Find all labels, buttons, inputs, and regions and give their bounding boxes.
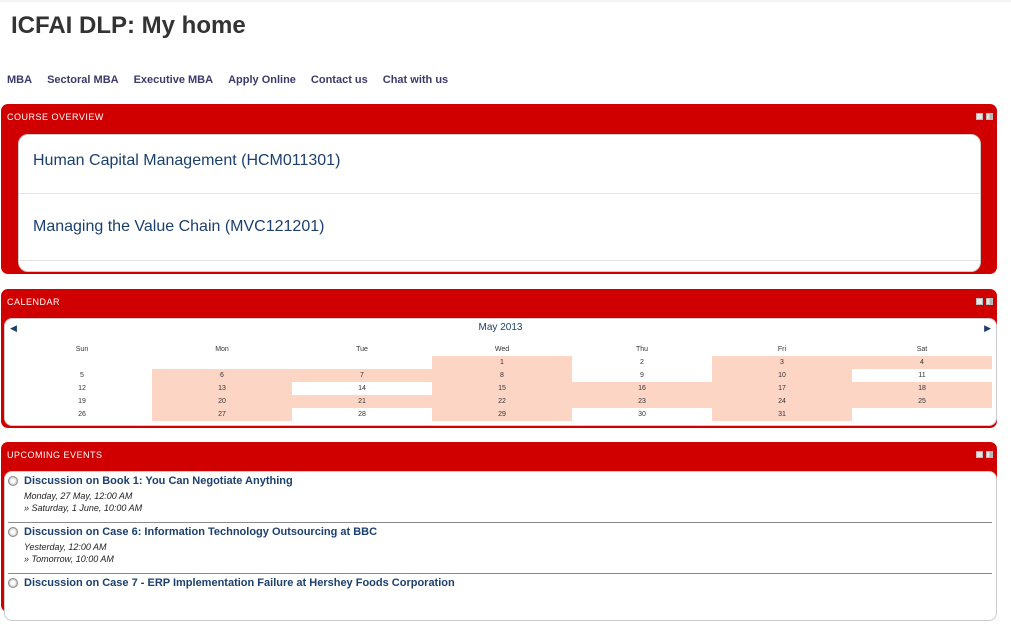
calendar-day[interactable]: 3 [712,356,852,369]
nav-link-apply-online[interactable]: Apply Online [228,74,296,86]
calendar-day: 30 [638,411,646,418]
calendar-day[interactable]: 27 [152,408,292,421]
calendar-day[interactable]: 6 [152,369,292,382]
dock-icon[interactable] [986,451,993,458]
calendar-empty-cell [152,356,292,369]
calendar-week-row [12,356,992,369]
calendar-day[interactable]: 15 [432,382,572,395]
events-list [4,471,997,621]
weekday-label: Mon [215,346,229,353]
minimize-icon[interactable] [976,113,983,120]
dock-icon[interactable] [986,113,993,120]
nav-link-sectoral-mba[interactable]: Sectoral MBA [47,74,119,86]
weekday-label: Wed [494,346,510,353]
calendar-empty-cell [292,356,432,369]
event-item [5,523,996,574]
weekday-label: Fri [777,346,787,353]
calendar-day[interactable]: 1 [432,356,572,369]
calendar-empty-cell [12,356,152,369]
nav-link-chat-with-us[interactable]: Chat with us [382,74,449,86]
next-month-icon[interactable]: ▶ [984,323,991,333]
calendar-block [1,289,997,428]
course-list [18,134,981,272]
course-link[interactable]: Human Capital Management (HCM011301) [33,152,341,169]
calendar-day: 28 [358,411,366,418]
event-title-link[interactable]: Discussion on Case 7 - ERP Implementation Failure at Hershey Foods Corporation [24,577,455,589]
top-border [0,0,1011,2]
nav-link-mba[interactable]: MBA [7,74,33,86]
course-item [19,135,980,194]
main-nav [7,74,448,86]
calendar-day[interactable]: 4 [852,356,992,369]
calendar-day: 11 [918,372,926,379]
calendar-day[interactable]: 16 [572,382,712,395]
weekday-header-row [12,343,992,356]
calendar-panel [4,318,997,426]
calendar-day[interactable]: 29 [432,408,572,421]
event-item [5,472,996,523]
event-title-link[interactable]: Discussion on Book 1: You Can Negotiate Anything [24,475,293,487]
calendar-day[interactable]: 13 [152,382,292,395]
calendar-day[interactable]: 10 [712,369,852,382]
block-controls [976,451,993,458]
event-title-link[interactable]: Discussion on Case 6: Information Technology Outsourcing at BBC [24,526,378,538]
calendar-grid [12,343,992,421]
calendar-week-row [12,369,992,382]
weekday-label: Thu [635,346,649,353]
weekday-label: Sun [75,346,89,353]
block-title: CALENDAR [7,297,61,307]
calendar-day[interactable]: 23 [572,395,712,408]
calendar-day[interactable]: 18 [852,382,992,395]
event-end-date: » Tomorrow, 10:00 AM [24,554,114,564]
block-title: COURSE OVERVIEW [7,112,104,122]
minimize-icon[interactable] [976,298,983,305]
minimize-icon[interactable] [976,451,983,458]
dock-icon[interactable] [986,298,993,305]
calendar-day[interactable]: 22 [432,395,572,408]
calendar-week-row [12,382,992,395]
calendar-day[interactable]: 8 [432,369,572,382]
calendar-day[interactable]: 17 [712,382,852,395]
calendar-day: 26 [78,411,86,418]
calendar-week-row [12,408,992,421]
block-title: UPCOMING EVENTS [7,450,103,460]
page-title: ICFAI DLP: My home [11,12,246,39]
block-controls [976,298,993,305]
calendar-day[interactable]: 25 [852,395,992,408]
event-icon [8,527,18,537]
calendar-day: 9 [640,372,644,379]
event-start-date: Monday, 27 May, 12:00 AM [24,491,133,501]
prev-month-icon[interactable]: ◀ [10,323,17,333]
event-icon [8,476,18,486]
nav-link-contact-us[interactable]: Contact us [310,74,368,86]
course-overview-block [1,104,997,274]
calendar-day[interactable]: 31 [712,408,852,421]
event-end-date: » Saturday, 1 June, 10:00 AM [24,503,143,513]
event-icon [8,578,18,588]
calendar-day: 5 [80,372,84,379]
calendar-day[interactable]: 20 [152,395,292,408]
weekday-label: Tue [356,346,368,353]
calendar-day: 12 [78,385,86,392]
block-controls [976,113,993,120]
calendar-day[interactable]: 21 [292,395,432,408]
calendar-day: 14 [358,385,366,392]
calendar-day: 19 [78,398,86,405]
weekday-label: Sat [916,346,928,353]
calendar-day[interactable]: 7 [292,369,432,382]
block-header [1,289,997,315]
calendar-month: May 2013 [478,322,523,333]
calendar-empty-cell [852,408,992,421]
course-link[interactable]: Managing the Value Chain (MVC121201) [33,218,325,235]
course-item [19,194,980,261]
nav-link-executive-mba[interactable]: Executive MBA [133,74,214,86]
event-start-date: Yesterday, 12:00 AM [24,542,107,552]
event-item [5,574,996,625]
calendar-day: 2 [640,359,644,366]
calendar-week-row [12,395,992,408]
upcoming-events-block [1,442,997,612]
block-header [1,442,997,468]
block-header [1,104,997,130]
calendar-day[interactable]: 24 [712,395,852,408]
